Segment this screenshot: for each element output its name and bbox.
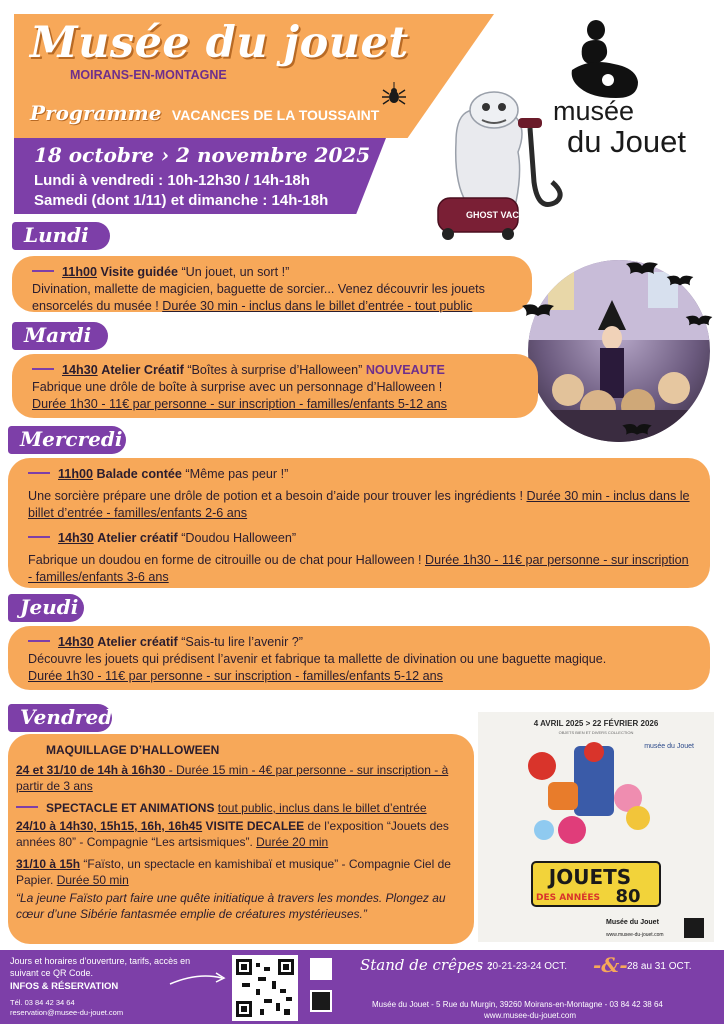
event-description: Fabrique un doudou en forme de citrouille ou de chat pour Halloween ! Durée 1h30 - 11€ par personne - sur inscription - familles/enfants 3-6 ans bbox=[28, 553, 689, 584]
event-mercredi-2 bbox=[28, 530, 696, 586]
poster-footer: Musée du Jouet bbox=[606, 919, 659, 926]
qr-code-icon bbox=[236, 959, 294, 1017]
event-title: “Boîtes à surprise d’Halloween” bbox=[187, 363, 363, 377]
event-box-jeudi bbox=[8, 626, 710, 690]
event-time: 11h00 bbox=[58, 467, 94, 481]
social-media-icon[interactable] bbox=[310, 990, 332, 1012]
site-link-icon[interactable] bbox=[310, 958, 332, 980]
event-type: Atelier créatif bbox=[97, 531, 178, 545]
bat-icon bbox=[664, 272, 696, 292]
bat-icon bbox=[520, 300, 556, 324]
poster-title-80: 80 bbox=[615, 886, 641, 907]
qr-code[interactable] bbox=[232, 955, 298, 1021]
poster-title-des-annees: DES ANNÉES bbox=[535, 893, 601, 903]
event-type: Visite guidée bbox=[100, 265, 178, 279]
day-label-mercredi: Mercredi bbox=[8, 426, 126, 454]
weekend-hours: Samedi (dont 1/11) et dimanche : 14h-18h bbox=[34, 192, 329, 209]
footer-phone: Tél. 03 84 42 34 64 bbox=[10, 998, 75, 1007]
event-jeudi bbox=[28, 634, 696, 685]
day-label-jeudi: Jeudi bbox=[8, 594, 84, 622]
event-title: “Doudou Halloween” bbox=[181, 531, 297, 545]
ampersand-separator: -&- bbox=[593, 953, 628, 977]
crepe-stand-dates-1: 20-21-23-24 OCT. bbox=[487, 961, 568, 972]
bat-icon bbox=[620, 420, 654, 442]
offbeat-visit: 24/10 à 14h30, 15h15, 16h, 16h45 VISITE DECALEE de l’exposition “Jouets des années 80” - Compagnie “Les artsismiques”. Durée 20 min bbox=[16, 819, 449, 849]
event-box-lundi bbox=[12, 256, 532, 312]
show-heading: SPECTACLE ET ANIMATIONS tout public, inclus dans le billet d’entrée bbox=[16, 800, 462, 816]
poster-title-jouets: JOUETS bbox=[548, 865, 632, 889]
event-type: Balade contée bbox=[96, 467, 182, 481]
event-mercredi-1 bbox=[28, 466, 696, 522]
dash-icon bbox=[16, 806, 38, 808]
event-title: “Même pas peur !” bbox=[185, 467, 289, 481]
museum-logo-icon bbox=[570, 18, 644, 100]
location-text: MOIRANS-EN-MONTAGNE bbox=[70, 68, 227, 82]
event-box-vendredi bbox=[8, 734, 474, 944]
dash-icon bbox=[28, 536, 50, 538]
poster-subtitle: OBJETS BIEN ET DIVERS COLLECTION bbox=[558, 730, 634, 735]
event-info: Durée 1h30 - 11€ par personne - sur inscription - familles/enfants 3-6 ans bbox=[28, 553, 689, 584]
footer-contact bbox=[10, 998, 123, 1018]
event-time: 11h00 bbox=[62, 265, 98, 279]
event-title: “Sais-tu lire l’avenir ?” bbox=[181, 635, 303, 649]
dash-icon bbox=[32, 368, 54, 370]
poster-web: www.musee-du-jouet.com bbox=[606, 932, 664, 938]
day-label-mardi: Mardi bbox=[12, 322, 108, 350]
event-info: Durée 30 min - inclus dans le billet d’entrée - familles/enfants 2-6 ans bbox=[28, 489, 690, 520]
footer-info-text: Jours et horaires d’ouverture, tarifs, accès en suivant ce QR Code. bbox=[10, 956, 191, 978]
new-badge: NOUVEAUTE bbox=[365, 363, 445, 377]
show-quote: “La jeune Faïsto part faire une quête initiatique à travers les mondes. Plongez au cœur d’une Sibérie fantasmée emplie de créatures mystérieuses.” bbox=[16, 891, 446, 921]
crepe-stand-dates-2: 28 au 31 OCT. bbox=[627, 961, 692, 972]
programme-heading bbox=[30, 101, 379, 125]
makeup-details: 24 et 31/10 de 14h à 16h30 - Durée 15 min - 4€ par personne - sur inscription - à partir de 3 ans bbox=[16, 763, 449, 793]
ghost-vac-label: GHOST VAC bbox=[466, 210, 519, 220]
poster-title: Musée du jouet bbox=[30, 18, 409, 68]
kamishibai-show: 31/10 à 15h “Faïsto, un spectacle en kamishibaï et musique” - Compagnie Ciel de Papier. Durée 50 min bbox=[16, 857, 451, 887]
event-time: 14h30 bbox=[58, 531, 94, 545]
bat-icon bbox=[622, 258, 662, 282]
dash-icon bbox=[32, 270, 54, 272]
arrow-icon bbox=[168, 970, 228, 988]
event-type: Atelier créatif bbox=[97, 635, 178, 649]
event-box-mardi bbox=[12, 354, 538, 418]
dash-icon bbox=[28, 640, 50, 642]
event-title: “Un jouet, un sort !” bbox=[181, 265, 290, 279]
ghost-vacuum-illustration bbox=[426, 82, 576, 250]
dash-icon bbox=[28, 472, 50, 474]
footer-address: Musée du Jouet - 5 Rue du Murgin, 39260 Moirans-en-Montagne - 03 84 42 38 64 bbox=[372, 1000, 663, 1009]
programme-subtitle: VACANCES DE LA TOUSSAINT bbox=[171, 107, 380, 123]
weekday-hours: Lundi à vendredi : 10h-12h30 / 14h-18h bbox=[34, 172, 310, 189]
crepe-stand-label: Stand de crêpes : bbox=[360, 956, 493, 974]
day-label-lundi: Lundi bbox=[12, 222, 110, 250]
event-mardi bbox=[32, 362, 524, 413]
logo-text-musee: musée bbox=[553, 96, 635, 126]
logo-text-dujouet: du Jouet bbox=[567, 124, 686, 159]
footer-email: reservation@musee-du-jouet.com bbox=[10, 1008, 124, 1017]
event-description: Fabrique une drôle de boîte à surprise avec un personnage d’Halloween ! bbox=[32, 380, 443, 394]
footer-website-link[interactable]: www.musee-du-jouet.com bbox=[484, 1011, 577, 1020]
event-type: Atelier Créatif bbox=[101, 363, 184, 377]
event-description: Découvre les jouets qui prédisent l’avenir et fabrique ta mallette de divination ou une baguette magique. bbox=[28, 652, 607, 666]
bat-icon bbox=[684, 312, 714, 332]
spider-icon bbox=[381, 82, 407, 108]
programme-word: Programme bbox=[30, 101, 162, 125]
poster-art bbox=[478, 712, 714, 942]
poster-dates: 4 AVRIL 2025 > 22 FÉVRIER 2026 bbox=[533, 719, 659, 728]
footer-infos-heading: INFOS & RÉSERVATION bbox=[10, 981, 119, 992]
event-lundi bbox=[32, 264, 518, 315]
event-description: Une sorcière prépare une drôle de potion et a besoin d’aide pour trouver les ingrédients ! Durée 30 min - inclus dans le billet d’entrée - familles/enfants 2-6 ans bbox=[28, 489, 690, 520]
event-info: Durée 30 min - inclus dans le billet d’entrée - tout public bbox=[162, 299, 473, 313]
event-info: Durée 1h30 - 11€ par personne - sur inscription - familles/enfants 5-12 ans bbox=[28, 669, 443, 683]
expo-poster bbox=[478, 712, 714, 942]
day-label-vendredi: Vendredi bbox=[8, 704, 112, 732]
event-description: Divination, mallette de magicien, baguette de sorcier... Venez découvrir les jouets ensorcelés du musée ! Durée 30 min - inclus dans le billet d’entrée - tout public bbox=[32, 282, 485, 313]
poster-logo: musée du Jouet bbox=[644, 743, 694, 750]
event-time: 14h30 bbox=[58, 635, 94, 649]
event-dates: 18 octobre › 2 novembre 2025 bbox=[34, 143, 371, 167]
event-box-mercredi bbox=[8, 458, 710, 588]
event-time: 14h30 bbox=[62, 363, 98, 377]
makeup-title: MAQUILLAGE D’HALLOWEEN bbox=[46, 743, 220, 757]
event-info: Durée 1h30 - 11€ par personne - sur inscription - familles/enfants 5-12 ans bbox=[32, 397, 447, 411]
